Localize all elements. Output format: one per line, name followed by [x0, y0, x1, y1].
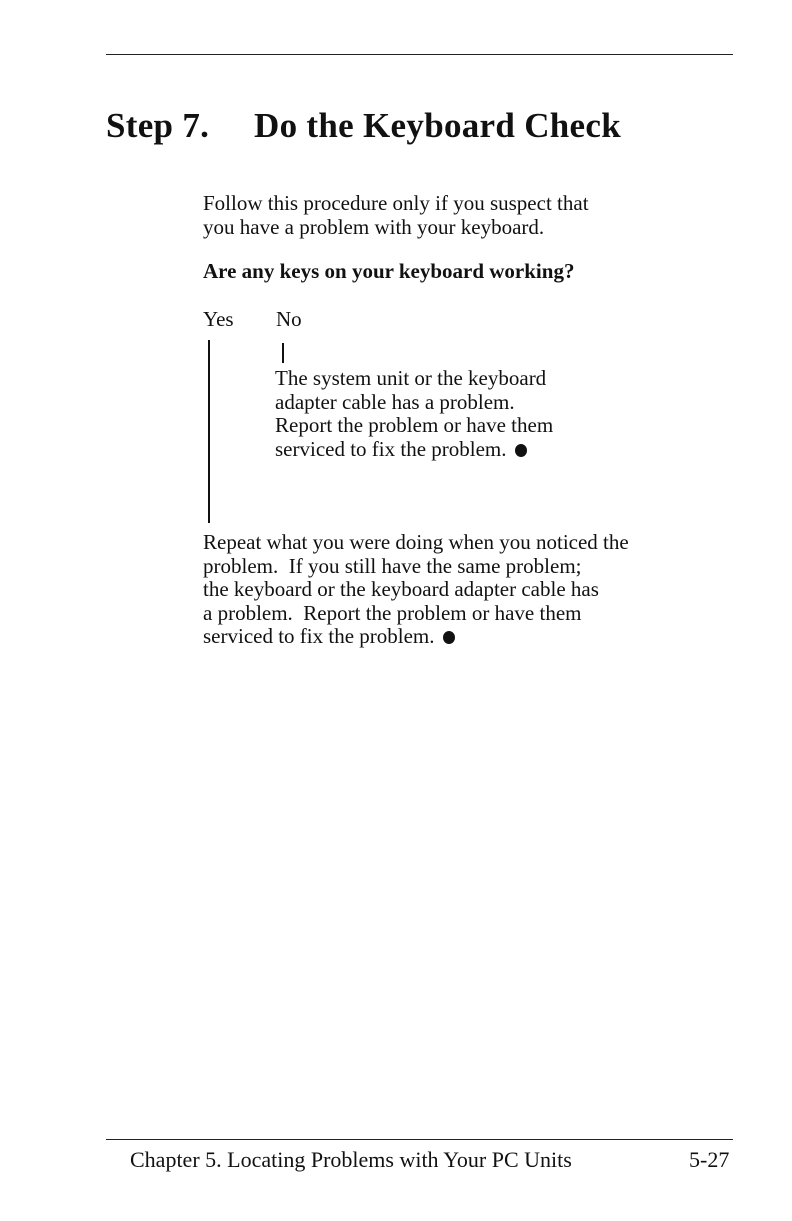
intro-line: Follow this procedure only if you suspect that: [203, 191, 589, 215]
yes-result-line: the keyboard or the keyboard adapter cable has: [203, 577, 599, 601]
yes-result-line: a problem. Report the problem or have them: [203, 600, 582, 625]
step-number: Step 7.: [106, 106, 210, 145]
page-title: [106, 106, 621, 146]
step-title: Do the Keyboard Check: [254, 106, 621, 145]
yes-result-line: Repeat what you were doing when you noticed the: [203, 530, 629, 554]
footer-chapter-title: Chapter 5. Locating Problems with Your PC Units: [130, 1147, 572, 1172]
no-result-line: The system unit or the keyboard: [275, 366, 547, 390]
yes-result-line: [203, 625, 629, 649]
no-branch-line: [282, 343, 284, 363]
no-result-line: [275, 438, 553, 462]
yes-result-paragraph: [203, 531, 629, 649]
no-result-line: adapter cable has a problem.: [275, 389, 515, 414]
yes-result-line-text: serviced to fix the problem.: [203, 624, 435, 648]
footer-rule: [106, 1139, 733, 1140]
intro-line: you have a problem with your keyboard.: [203, 214, 545, 239]
footer-page-number: 5-27: [689, 1147, 730, 1172]
no-result-line-text: serviced to fix the problem.: [275, 436, 507, 461]
question-text: Are any keys on your keyboard working?: [203, 259, 575, 283]
intro-paragraph: [203, 192, 589, 239]
yes-label: Yes: [203, 307, 234, 331]
no-result-line: Report the problem or have them: [275, 413, 554, 437]
top-rule: [106, 54, 733, 55]
yes-branch-line: [208, 340, 210, 523]
no-result-paragraph: [275, 367, 553, 461]
end-bullet-icon: [443, 631, 455, 644]
yes-result-line: problem. If you still have the same problem;: [203, 553, 582, 578]
end-bullet-icon: [515, 444, 527, 457]
no-label: No: [276, 307, 302, 331]
